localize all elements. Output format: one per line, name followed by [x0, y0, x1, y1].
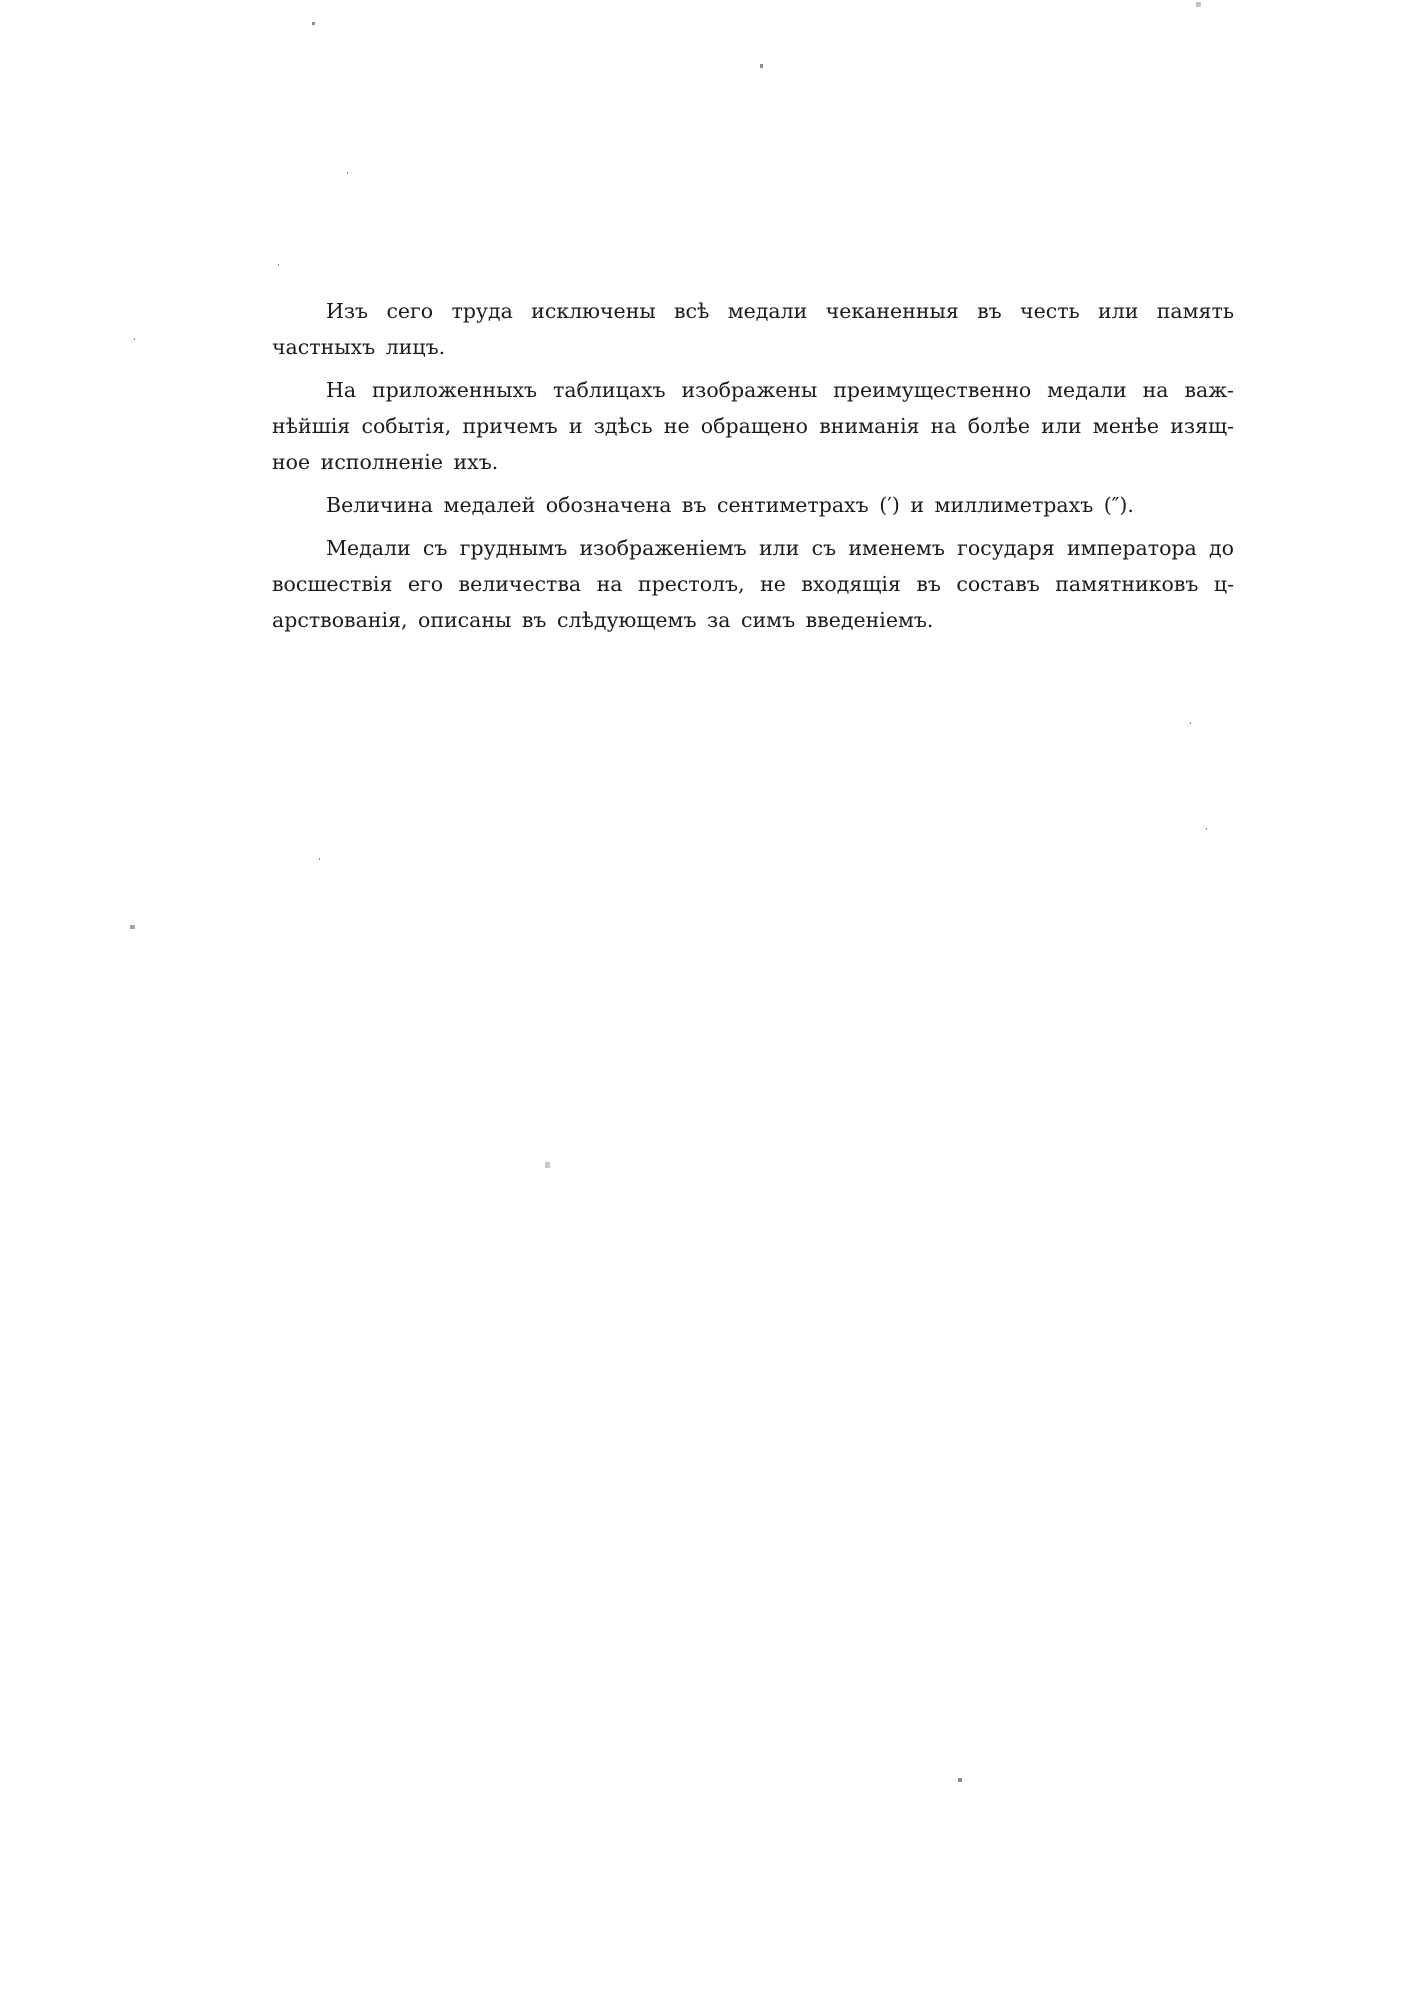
text-line: нѣйшія событія, причемъ и здѣсь не обращено вниманія на болѣе или менѣе изящ-: [272, 414, 1234, 438]
body-text: [272, 293, 1234, 645]
scan-speck: [1196, 2, 1201, 7]
scan-speck: [1206, 828, 1207, 830]
paragraph-3: [272, 487, 1234, 523]
scan-speck: [130, 925, 135, 929]
scan-speck: [312, 22, 315, 25]
text-line: арствованія, описаны въ слѣдующемъ за симъ введеніемъ.: [272, 608, 934, 632]
scan-speck: [760, 64, 763, 68]
scan-speck: [958, 1778, 962, 1782]
text-line: Величина медалей обозначена въ сентиметрахъ (′) и миллиметрахъ (″).: [326, 493, 1134, 517]
text-line: восшествія его величества на престолъ, не входящія въ составъ памятниковъ ц-: [272, 572, 1234, 596]
text-line: Медали съ груднымъ изображеніемъ или съ именемъ государя императора до: [326, 536, 1234, 560]
paragraph-4: [272, 530, 1234, 638]
text-line: частныхъ лицъ.: [272, 335, 446, 359]
scan-speck: [278, 264, 279, 266]
scan-speck: [1190, 722, 1191, 724]
text-line: ное исполненіе ихъ.: [272, 450, 499, 474]
scan-speck: [134, 338, 135, 340]
text-line: На приложенныхъ таблицахъ изображены преимущественно медали на важ-: [326, 378, 1234, 402]
scan-speck: [545, 1162, 550, 1168]
paragraph-2: [272, 372, 1234, 480]
scan-speck: [347, 172, 348, 174]
scan-speck: [319, 858, 320, 860]
text-line: Изъ сего труда исключены всѣ медали чеканенныя въ честь или память: [326, 299, 1234, 323]
paragraph-1: [272, 293, 1234, 365]
